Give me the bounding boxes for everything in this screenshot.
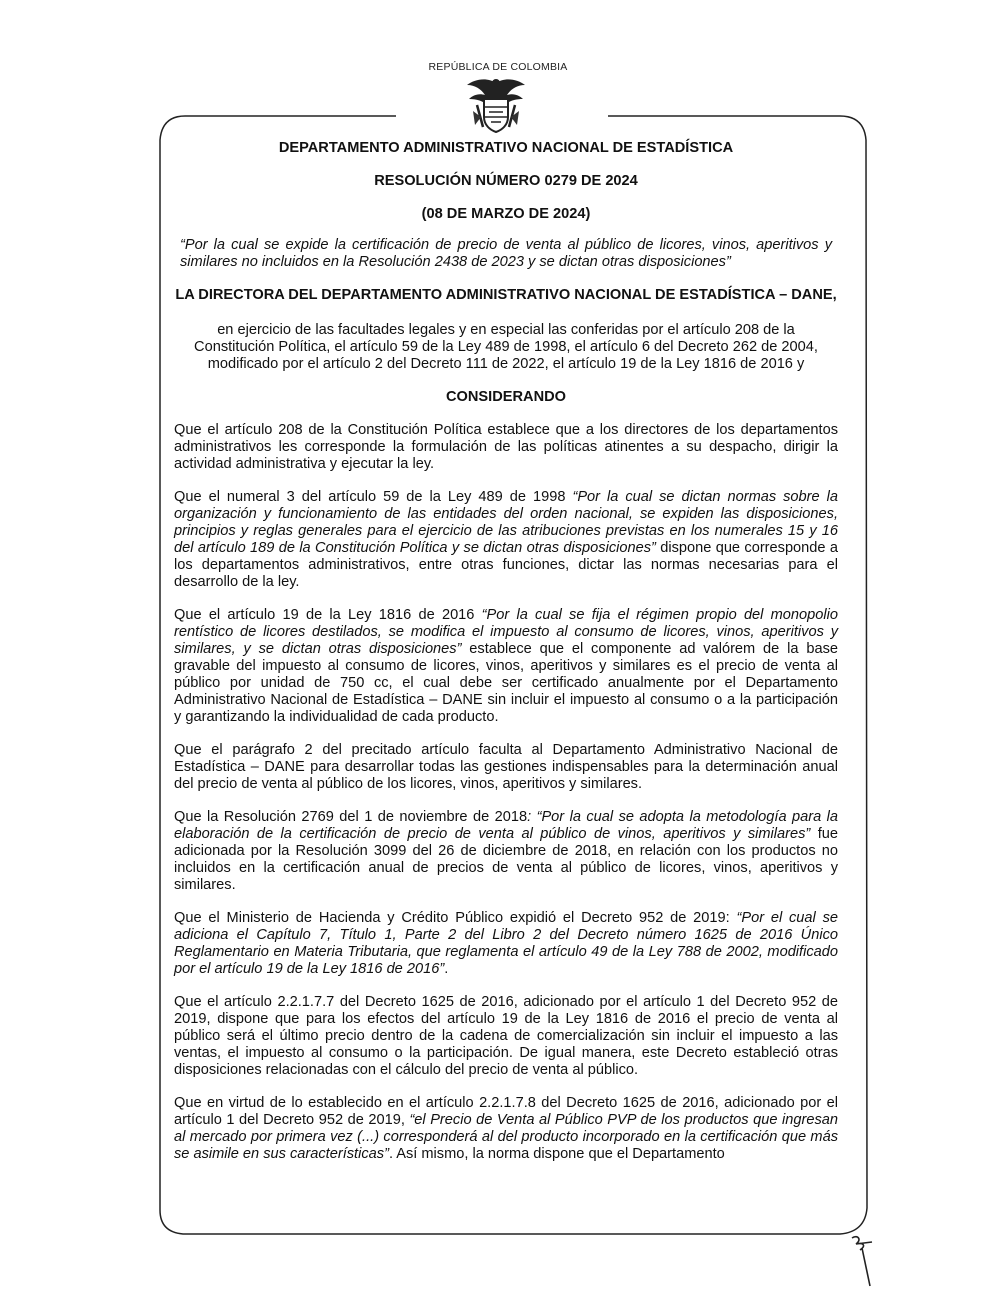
paragraph-2-text-end: dispone que corresponde a los departamentos administrativos, entre otras funciones, dictar las normas necesarias para el desarrollo de la ley.	[174, 540, 838, 590]
resolution-number: RESOLUCIÓN NÚMERO 0279 DE 2024	[374, 173, 638, 189]
paragraph-6-quote: “Por el cual se adiciona el Capítulo 7, Título 1, Parte 2 del Libro 2 del Decreto número 1625 de 2016 Único Reglamentario en Materia Tributaria, que reglamenta el artículo 49 de la Ley 788 de 2002, modificado por el artículo 19 de la Ley 1816 de 2016”	[174, 910, 838, 977]
paragraph-3-text: Que el artículo 19 de la Ley 1816 de 2016	[174, 607, 482, 623]
entity-name: DEPARTAMENTO ADMINISTRATIVO NACIONAL DE ESTADÍSTICA	[278, 140, 734, 156]
considering-heading: CONSIDERANDO	[446, 389, 566, 405]
paragraph-1: Que el artículo 208 de la Constitución Política establece que a los directores de los departamentos administrativos les corresponde la formulación de las políticas atinentes a su despacho, dirigir la actividad administrativa y ejecutar la ley.	[174, 422, 838, 472]
paragraph-2-text: Que el numeral 3 del artículo 59 de la Ley 489 de 1998	[174, 489, 573, 505]
paragraph-6-text-end: .	[444, 961, 449, 977]
signing-authority: LA DIRECTORA DEL DEPARTAMENTO ADMINISTRATIVO NACIONAL DE ESTADÍSTICA – DANE,	[175, 287, 837, 303]
resolution-date: (08 DE MARZO DE 2024)	[421, 206, 591, 222]
paragraph-7: Que el artículo 2.2.1.7.7 del Decreto 1625 de 2016, adicionado por el artículo 1 del Decreto 952 de 2019, dispone que para los efectos del artículo 19 de la Ley 1816 de 2016 el precio de venta al público será el último precio dentro de la cadena de comercialización sin incluir el impuesto a las ventas, el impuesto al consumo o la participación. De igual manera, este Decreto estableció otras disposiciones relacionadas con el cálculo del precio de venta al público.	[174, 994, 838, 1078]
paragraph-8	[174, 1095, 838, 1163]
paragraph-3-text-end: establece que el componente ad valórem de la base gravable del impuesto al consumo de licores, vinos, aperitivos y similares es el precio de venta al público por unidad de 750 cc, el cual debe ser certificado anualmente por el Departamento Administrativo Nacional de Estadística – DANE sin incluir el impuesto al consumo o a la participación y garantizando la individualidad de cada producto.	[174, 641, 838, 725]
legal-powers: en ejercicio de las facultades legales y en especial las conferidas por el artículo 208 de la Constitución Política, el artículo 59 de la Ley 489 de 1998, el artículo 6 del Decreto 262 de 2004, modificado por el artículo 2 del Decreto 111 de 2022, el artículo 19 de la Ley 1816 de 2016 y	[194, 322, 818, 372]
paragraph-2	[174, 489, 838, 591]
paragraph-5-text: Que la Resolución 2769 del 1 de noviembre de 2018	[174, 809, 528, 825]
paragraph-4: Que el parágrafo 2 del precitado artículo faculta al Departamento Administrativo Nacional de Estadística – DANE para desarrollar todas las gestiones indispensables para la determinación anual del precio de venta al público de los licores, vinos, aperitivos y similares.	[174, 742, 838, 792]
paragraph-8-text: Que en virtud de lo establecido en el artículo 2.2.1.7.8 del Decreto 1625 de 2016, adicionado por el artículo 1 del Decreto 952 de 2019,	[174, 1095, 838, 1128]
paragraph-3-quote: “Por la cual se fija el régimen propio del monopolio rentístico de licores destilados, se modifica el impuesto al consumo de licores, vinos, aperitivos y similares, y se dictan otras disposiciones”	[174, 607, 838, 657]
paragraph-5-text-end: fue adicionada por la Resolución 3099 del 26 de diciembre de 2018, en relación con los productos no incluidos en la certificación anual de precios de venta al público de licores, vinos, aperitivos y similares.	[174, 826, 838, 893]
paragraph-6	[174, 910, 838, 978]
paragraph-3	[174, 607, 838, 726]
paragraph-6-text: Que el Ministerio de Hacienda y Crédito Público expidió el Decreto 952 de 2019:	[174, 910, 737, 926]
resolution-document	[174, 140, 838, 1163]
paragraph-5-quote: : “Por la cual se adopta la metodología para la elaboración de la certificación de precio de venta al público de vinos, aperitivos y similares”	[174, 809, 838, 842]
paragraph-5	[174, 809, 838, 894]
handwritten-initials-icon	[842, 1232, 882, 1288]
resolution-subject: “Por la cual se expide la certificación de precio de venta al público de licores, vinos, aperitivos y similares no incluidos en la Resolución 2438 de 2023 y se dictan otras disposiciones”	[180, 237, 832, 270]
paragraph-8-quote: “el Precio de Venta al Público PVP de los productos que ingresan al mercado por primera vez (...) corresponderá al del producto incorporado en la certificación que más se asimile en sus características”	[174, 1112, 838, 1162]
paragraph-2-quote: “Por la cual se dictan normas sobre la organización y funcionamiento de las entidades del orden nacional, se expiden las disposiciones, principios y reglas generales para el ejercicio de las atribuciones previstas en los numerales 15 y 16 del artículo 189 de la Constitución Política y se dictan otras disposiciones”	[174, 489, 838, 556]
coat-of-arms-colombia-icon	[463, 75, 529, 135]
paragraph-8-text-end: . Así mismo, la norma dispone que el Departamento	[388, 1146, 725, 1162]
country-heading: REPÚBLICA DE COLOMBIA	[428, 61, 568, 73]
